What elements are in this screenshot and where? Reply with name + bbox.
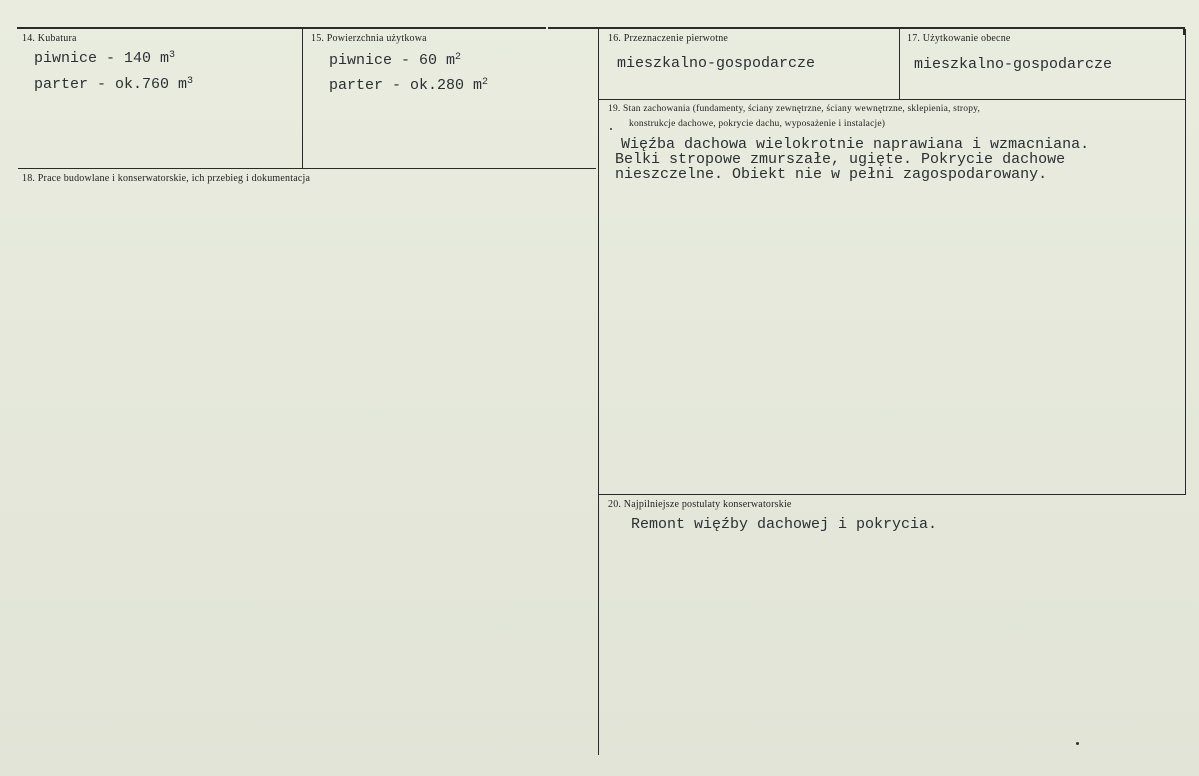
field-14-line-2: parter - ok.760 $m^3$ <box>34 76 194 93</box>
field-20-label: 20. Najpilniejsze postulaty konserwatorskie <box>608 499 792 510</box>
field-19-label-line-2: konstrukcje dachowe, pokrycie dachu, wyposażenie i instalacje) <box>629 119 886 129</box>
field-15-line-1: piwnice - 60 $m^2$ <box>329 52 462 69</box>
field-19-line-3: nieszczelne. Obiekt nie w pełni zagospodarowany. <box>615 166 1048 183</box>
row-divider-16-19 <box>599 99 1185 100</box>
ink-speck <box>1076 742 1079 745</box>
vertical-divider-16-17 <box>899 29 900 99</box>
top-border-left <box>17 27 546 29</box>
right-edge-line <box>1185 29 1186 495</box>
row-divider-19-20 <box>599 494 1185 495</box>
main-vertical-divider <box>598 29 599 755</box>
field-19-label-line-1: 19. Stan zachowania (fundamenty, ściany zewnętrzne, ściany wewnętrzne, sklepienia, stropy, <box>608 104 981 114</box>
field-16-label: 16. Przeznaczenie pierwotne <box>608 33 729 44</box>
vertical-divider-14-15 <box>302 29 303 169</box>
field-19-line-2: Belki stropowe zmurszałe, ugięte. Pokrycie dachowe <box>615 151 1066 168</box>
field-15-line-2: parter - ok.280 $m^2$ <box>329 77 489 94</box>
field-19-line-1: Więźba dachowa wielokrotnie naprawiana i wzmacniana. <box>621 136 1090 153</box>
field-17-value: mieszkalno-gospodarcze <box>914 56 1113 73</box>
field-20-value: Remont więźby dachowej i pokrycia. <box>631 516 938 533</box>
field-18-label: 18. Prace budowlane i konserwatorskie, ich przebieg i dokumentacja <box>22 173 311 184</box>
left-block-divider <box>18 168 596 169</box>
field-15-label: 15. Powierzchnia użytkowa <box>311 33 427 44</box>
field-16-value: mieszkalno-gospodarcze <box>617 55 816 72</box>
ink-speck <box>610 128 612 130</box>
field-17-label: 17. Użytkowanie obecne <box>907 33 1011 44</box>
top-border-right <box>548 27 1185 29</box>
field-14-line-1: piwnice - 140 $m^3$ <box>34 50 176 67</box>
field-14-label: 14. Kubatura <box>22 33 77 44</box>
